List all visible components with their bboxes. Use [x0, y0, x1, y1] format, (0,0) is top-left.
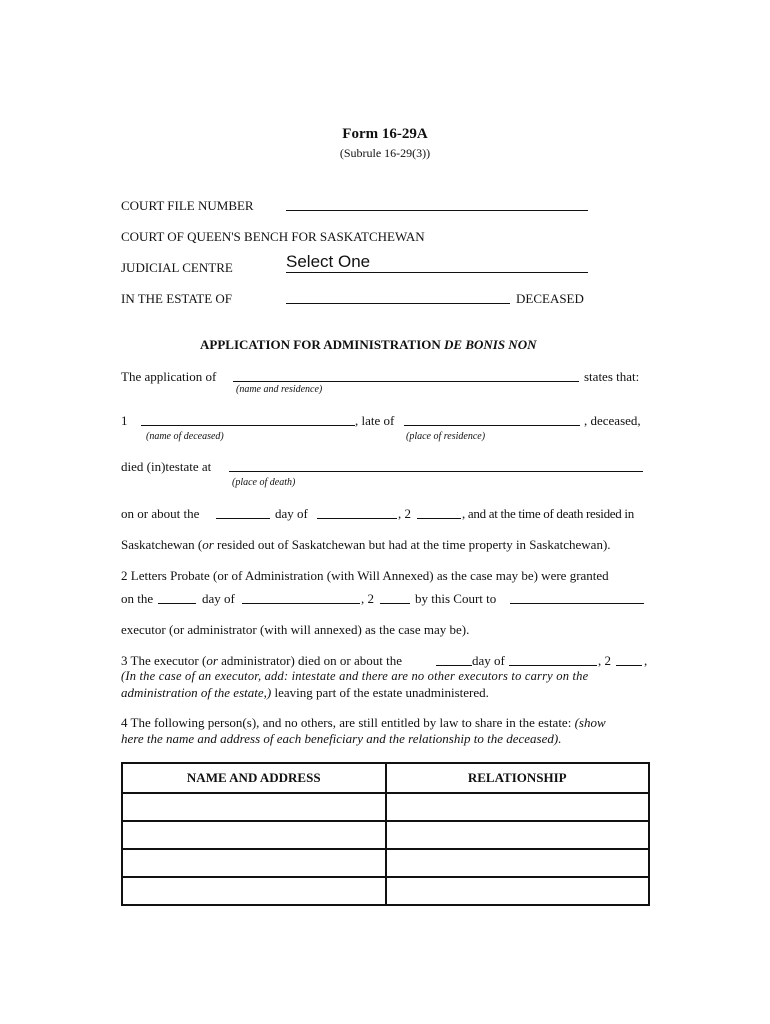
grant-year-field[interactable] — [380, 603, 410, 604]
para3-lead-b: administrator) died on or about the — [217, 653, 402, 668]
para2-comma-2: , 2 — [361, 591, 374, 606]
para4-line1 — [121, 715, 606, 731]
place-of-death-field[interactable] — [229, 471, 643, 472]
deceased-name-field[interactable] — [141, 425, 355, 426]
place-of-death-hint: (place of death) — [232, 477, 296, 488]
applicant-field[interactable] — [233, 381, 579, 382]
name-address-cell[interactable] — [122, 849, 386, 877]
para1-late-of: , late of — [355, 413, 395, 428]
para1-line3 — [121, 537, 611, 553]
grantee-field[interactable] — [510, 603, 644, 604]
column-header-name-address: NAME AND ADDRESS — [122, 763, 386, 793]
relationship-cell[interactable] — [386, 793, 650, 821]
intro-suffix: states that: — [584, 369, 640, 384]
death-day-field[interactable] — [216, 518, 270, 519]
applicant-hint: (name and residence) — [236, 384, 323, 395]
table-row — [122, 821, 649, 849]
court-file-number-label: COURT FILE NUMBER — [121, 198, 254, 213]
beneficiary-table — [121, 762, 650, 906]
name-address-cell[interactable] — [122, 793, 386, 821]
para1-comma-2: , 2 — [398, 506, 411, 521]
estate-name-field[interactable] — [286, 303, 510, 304]
name-address-cell[interactable] — [122, 877, 386, 905]
para1-at-time: , and at the time of death resided in — [462, 506, 634, 521]
para3-italic-line1: (In the case of an executor, add: intestate and there are no other executors to carry on the — [121, 669, 589, 683]
deceased-label: DECEASED — [516, 291, 584, 306]
died-prefix: died (in)testate at — [121, 459, 212, 474]
para3-lead-a: 3 The executor ( — [121, 653, 207, 668]
judicial-centre-label: JUDICIAL CENTRE — [121, 260, 233, 275]
para1-line3-a: Saskatchewan ( — [121, 537, 203, 552]
para1-line3-or: or — [202, 537, 214, 552]
para1-number: 1 — [121, 413, 128, 428]
deceased-name-hint: (name of deceased) — [146, 431, 224, 442]
grant-month-field[interactable] — [242, 603, 360, 604]
subrule-reference: (Subrule 16-29(3)) — [339, 146, 431, 160]
para1-day-of: day of — [275, 506, 308, 521]
court-file-number-field[interactable] — [286, 210, 588, 211]
judicial-centre-value: Select One — [286, 252, 371, 271]
relationship-cell[interactable] — [386, 877, 650, 905]
on-or-about: on or about the — [121, 506, 200, 521]
form-title: Form 16-29A — [342, 126, 428, 142]
para3-italic-line2: administration of the estate,) — [121, 685, 272, 700]
para3-line2 — [121, 685, 489, 701]
para1-deceased: , deceased, — [584, 413, 641, 428]
para3-lead — [121, 653, 402, 669]
para4-line2: here the name and address of each beneficiary and the relationship to the deceased). — [121, 731, 562, 746]
para4-lead: 4 The following person(s), and no others, are still entitled by law to share in the estate: — [121, 715, 575, 730]
relationship-cell[interactable] — [386, 821, 650, 849]
grant-day-field[interactable] — [158, 603, 196, 604]
application-heading-latin: DE BONIS NON — [444, 337, 537, 352]
para2-by-court: by this Court to — [415, 591, 497, 606]
para2-day-of: day of — [202, 591, 235, 606]
executor-death-month-field[interactable] — [509, 665, 597, 666]
executor-death-day-field[interactable] — [436, 665, 472, 666]
table-row — [122, 849, 649, 877]
para2-on-the: on the — [121, 591, 154, 606]
relationship-cell[interactable] — [386, 849, 650, 877]
intro-prefix: The application of — [121, 369, 217, 384]
application-heading-main: APPLICATION FOR ADMINISTRATION — [200, 337, 445, 352]
para1-line3-b: resided out of Saskatchewan but had at the time property in Saskatchewan). — [213, 537, 611, 552]
court-name: COURT OF QUEEN'S BENCH FOR SASKATCHEWAN — [121, 229, 425, 244]
para4-italic-a: (show — [574, 715, 606, 730]
death-month-field[interactable] — [317, 518, 397, 519]
table-row — [122, 877, 649, 905]
executor-death-year-field[interactable] — [616, 665, 642, 666]
residence-hint: (place of residence) — [406, 431, 486, 442]
para3-tail: , — [644, 653, 648, 668]
para3-lead-or: or — [206, 653, 218, 668]
estate-label: IN THE ESTATE OF — [121, 291, 233, 306]
para3-line2-tail: leaving part of the estate unadministered. — [271, 685, 489, 700]
table-header-row — [122, 763, 649, 793]
death-year-field[interactable] — [417, 518, 461, 519]
para2-line3: executor (or administrator (with will annexed) as the case may be). — [121, 622, 470, 637]
para3-day-of: day of — [472, 653, 505, 668]
residence-field[interactable] — [404, 425, 580, 426]
name-address-cell[interactable] — [122, 821, 386, 849]
para3-comma-2: , 2 — [598, 653, 611, 668]
judicial-centre-select[interactable] — [286, 252, 588, 273]
para2-line1: 2 Letters Probate (or of Administration (with Will Annexed) as the case may be) were granted — [121, 568, 609, 583]
column-header-relationship: RELATIONSHIP — [386, 763, 650, 793]
table-row — [122, 793, 649, 821]
application-heading — [200, 337, 536, 353]
